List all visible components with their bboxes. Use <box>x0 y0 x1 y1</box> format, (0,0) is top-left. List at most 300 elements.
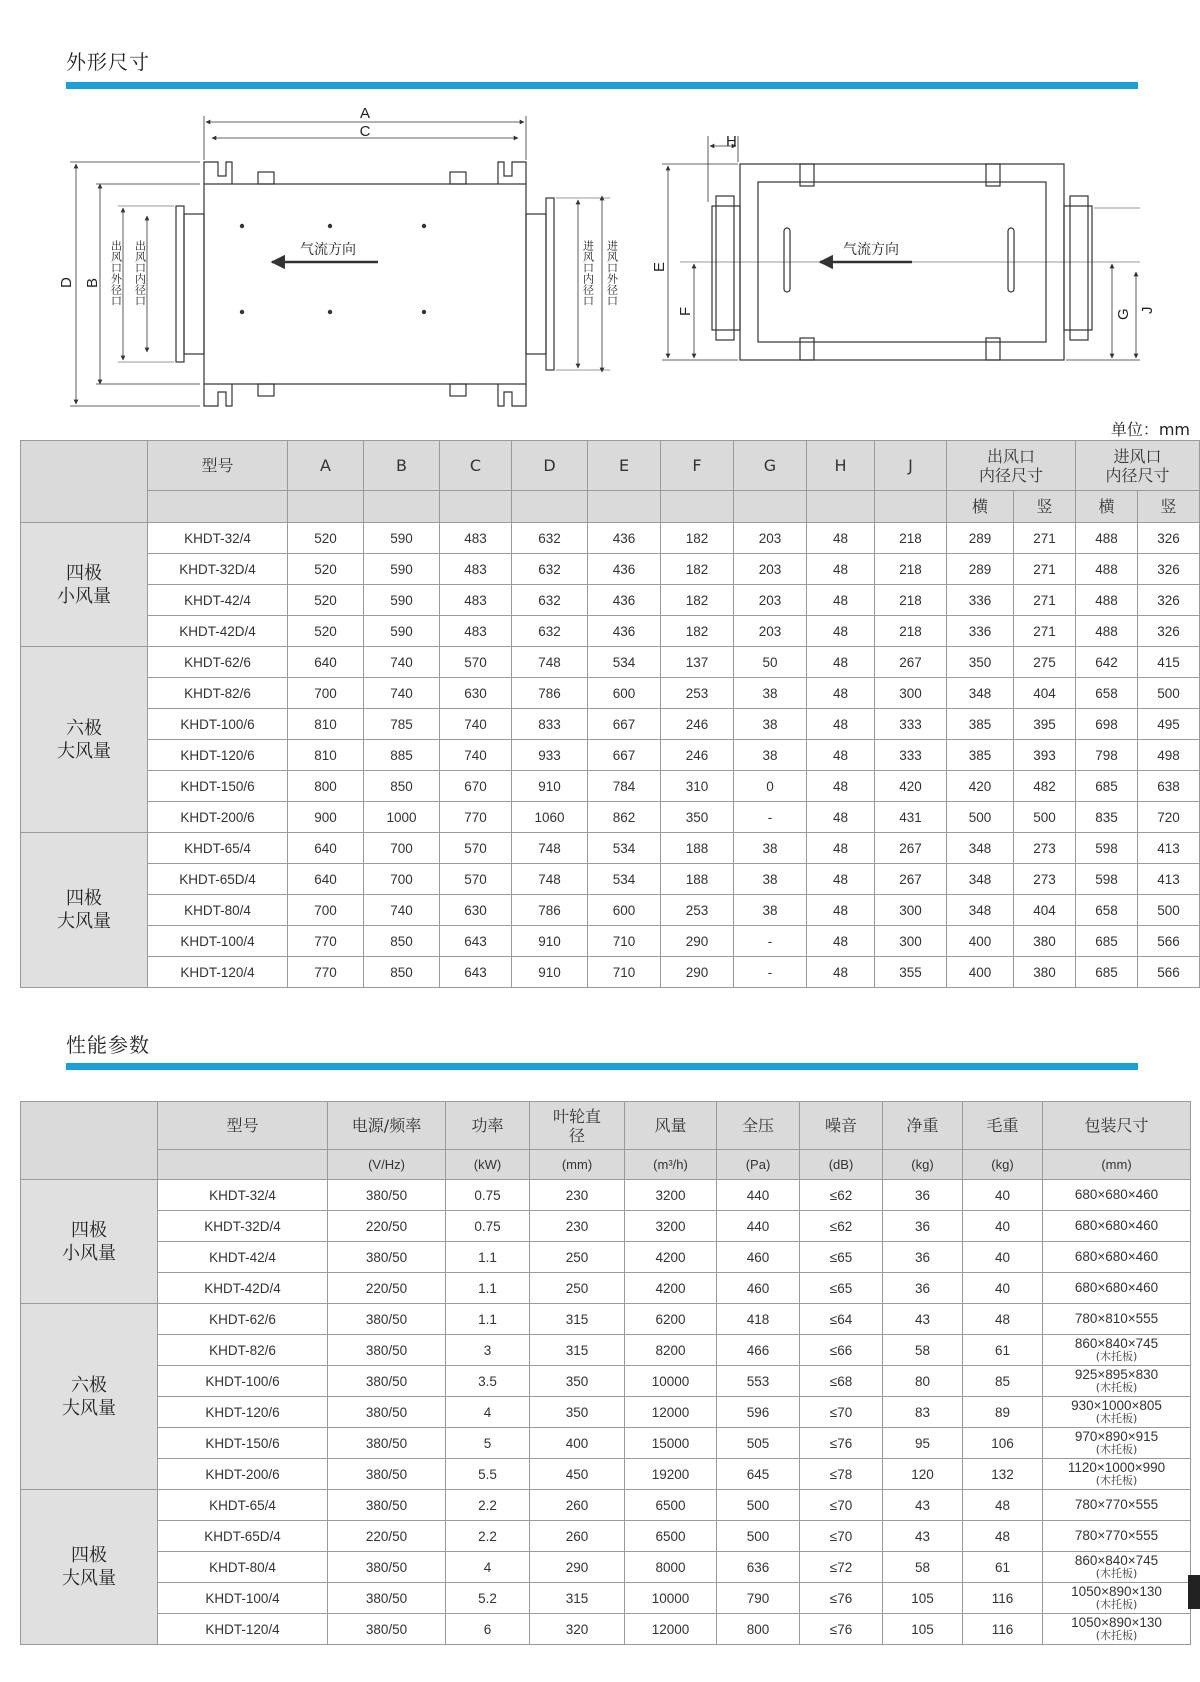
value-cell: 748 <box>512 647 588 678</box>
header-col-0: 电源/频率 <box>328 1102 446 1150</box>
value-cell: 420 <box>947 771 1014 802</box>
model-cell: KHDT-200/6 <box>148 802 288 833</box>
value-cell: 380 <box>1014 957 1076 988</box>
value-cell: 1.1 <box>446 1304 530 1335</box>
table-row <box>21 1180 1191 1211</box>
table-row <box>21 1552 1191 1583</box>
value-cell: 48 <box>807 895 875 926</box>
value-cell: 380/50 <box>328 1459 446 1490</box>
value-cell: 2.2 <box>446 1490 530 1521</box>
value-cell: 48 <box>807 647 875 678</box>
value-cell: 643 <box>440 957 512 988</box>
group-label <box>21 1304 158 1490</box>
value-cell: 413 <box>1138 833 1200 864</box>
model-cell: KHDT-32/4 <box>158 1180 328 1211</box>
model-cell: KHDT-100/6 <box>158 1366 328 1397</box>
model-cell: KHDT-82/6 <box>148 678 288 709</box>
value-cell: 203 <box>734 554 807 585</box>
value-cell: 380/50 <box>328 1397 446 1428</box>
model-cell: KHDT-120/6 <box>158 1397 328 1428</box>
value-cell: ≤72 <box>800 1552 883 1583</box>
value-cell: 570 <box>440 864 512 895</box>
model-cell: KHDT-32D/4 <box>158 1211 328 1242</box>
header-col-j: J <box>875 441 947 491</box>
value-cell: 105 <box>883 1614 963 1645</box>
group-label-line1: 六极 <box>71 1374 107 1396</box>
value-cell: 246 <box>661 740 734 771</box>
value-cell: ≤76 <box>800 1614 883 1645</box>
header-inlet <box>1076 441 1200 491</box>
value-cell: 218 <box>875 523 947 554</box>
dimension-diagram <box>0 100 1200 430</box>
value-cell: 5 <box>446 1428 530 1459</box>
dim-label-f: F <box>677 306 694 316</box>
value-cell: 380 <box>1014 926 1076 957</box>
value-cell: 380/50 <box>328 1304 446 1335</box>
value-cell: 630 <box>440 895 512 926</box>
value-cell: 740 <box>364 678 440 709</box>
value-cell: 500 <box>1138 895 1200 926</box>
value-cell: 38 <box>734 864 807 895</box>
value-cell: 290 <box>530 1552 625 1583</box>
value-cell: 700 <box>364 864 440 895</box>
value-cell: 253 <box>661 678 734 709</box>
header-col-h: H <box>807 441 875 491</box>
value-cell: 246 <box>661 709 734 740</box>
header-col-f: F <box>661 441 734 491</box>
value-cell: 48 <box>807 802 875 833</box>
table-row <box>21 523 1200 554</box>
table-row <box>21 554 1200 585</box>
value-cell: 116 <box>963 1583 1043 1614</box>
model-cell: KHDT-82/6 <box>158 1335 328 1366</box>
dim-label-c: C <box>359 123 371 140</box>
value-cell: 116 <box>963 1614 1043 1645</box>
value-cell: 505 <box>717 1428 800 1459</box>
table-row <box>21 864 1200 895</box>
subheader-horizontal: 横 <box>1076 491 1138 523</box>
value-cell: 290 <box>661 926 734 957</box>
value-cell: 40 <box>963 1242 1043 1273</box>
value-cell: 48 <box>807 771 875 802</box>
perf-units-row <box>21 1150 1191 1180</box>
dim-header-row <box>21 441 1200 491</box>
value-cell: 500 <box>1138 678 1200 709</box>
model-cell: KHDT-42/4 <box>158 1242 328 1273</box>
value-cell: 83 <box>883 1397 963 1428</box>
value-cell: 685 <box>1076 957 1138 988</box>
value-cell: ≤70 <box>800 1521 883 1552</box>
value-cell: 534 <box>588 833 661 864</box>
value-cell: 553 <box>717 1366 800 1397</box>
unit-cell: (V/Hz) <box>328 1150 446 1180</box>
value-cell: 910 <box>512 771 588 802</box>
value-cell: 600 <box>588 678 661 709</box>
header-col-6: 净重 <box>883 1102 963 1150</box>
table-row <box>21 1366 1191 1397</box>
value-cell: 910 <box>512 926 588 957</box>
outlet-outer-label: 出风口外径口 <box>109 240 123 306</box>
table-row <box>21 616 1200 647</box>
value-cell: 636 <box>717 1552 800 1583</box>
value-cell: 300 <box>875 926 947 957</box>
unit-cell: (m³/h) <box>625 1150 717 1180</box>
value-cell: 48 <box>807 709 875 740</box>
value-cell: 500 <box>1014 802 1076 833</box>
value-cell: 38 <box>734 833 807 864</box>
value-cell: 40 <box>963 1180 1043 1211</box>
value-cell: 590 <box>364 523 440 554</box>
group-label-line2: 小风量 <box>62 1242 116 1264</box>
package-note: (木托板) <box>1095 1381 1138 1394</box>
value-cell: 658 <box>1076 678 1138 709</box>
value-cell: 380/50 <box>328 1335 446 1366</box>
model-cell: KHDT-65/4 <box>148 833 288 864</box>
airflow-label-left: 气流方向 <box>300 242 356 258</box>
value-cell: 415 <box>1138 647 1200 678</box>
value-cell: ≤66 <box>800 1335 883 1366</box>
model-cell: KHDT-65/4 <box>158 1490 328 1521</box>
package-size-cell <box>1043 1397 1191 1428</box>
value-cell: 19200 <box>625 1459 717 1490</box>
section-divider-2 <box>66 1063 1138 1070</box>
unit-cell: (dB) <box>800 1150 883 1180</box>
value-cell: 320 <box>530 1614 625 1645</box>
model-cell: KHDT-65D/4 <box>158 1521 328 1552</box>
value-cell: - <box>734 957 807 988</box>
value-cell: 833 <box>512 709 588 740</box>
value-cell: 413 <box>1138 864 1200 895</box>
value-cell: 640 <box>288 833 364 864</box>
subheader-empty-cell <box>588 491 661 523</box>
package-size: 780×810×555 <box>1074 1311 1159 1326</box>
value-cell: 785 <box>364 709 440 740</box>
value-cell: 786 <box>512 678 588 709</box>
value-cell: 120 <box>883 1459 963 1490</box>
value-cell: 483 <box>440 616 512 647</box>
value-cell: 500 <box>717 1490 800 1521</box>
table-row <box>21 1459 1191 1490</box>
value-cell: 640 <box>288 864 364 895</box>
value-cell: 48 <box>807 554 875 585</box>
value-cell: 15000 <box>625 1428 717 1459</box>
value-cell: 350 <box>530 1397 625 1428</box>
value-cell: 6 <box>446 1614 530 1645</box>
group-label <box>21 1180 158 1304</box>
value-cell: 500 <box>947 802 1014 833</box>
table-row <box>21 1521 1191 1552</box>
value-cell: 700 <box>364 833 440 864</box>
table-row <box>21 647 1200 678</box>
value-cell: 350 <box>947 647 1014 678</box>
value-cell: 40 <box>963 1273 1043 1304</box>
value-cell: 80 <box>883 1366 963 1397</box>
value-cell: 685 <box>1076 926 1138 957</box>
value-cell: 520 <box>288 523 364 554</box>
value-cell: 8000 <box>625 1552 717 1583</box>
value-cell: 348 <box>947 895 1014 926</box>
header-group-cell <box>21 1102 158 1180</box>
header-col-3: 风量 <box>625 1102 717 1150</box>
value-cell: 95 <box>883 1428 963 1459</box>
value-cell: 230 <box>530 1180 625 1211</box>
value-cell: 632 <box>512 554 588 585</box>
subheader-empty-cell <box>148 491 288 523</box>
group-label-line1: 四极 <box>66 562 102 584</box>
package-size: 680×680×460 <box>1074 1218 1159 1233</box>
value-cell: 355 <box>875 957 947 988</box>
value-cell: ≤76 <box>800 1583 883 1614</box>
value-cell: 336 <box>947 616 1014 647</box>
dimension-table <box>20 440 1200 988</box>
value-cell: 36 <box>883 1242 963 1273</box>
value-cell: 310 <box>661 771 734 802</box>
value-cell: 348 <box>947 833 1014 864</box>
value-cell: 271 <box>1014 554 1076 585</box>
value-cell: 336 <box>947 585 1014 616</box>
value-cell: 632 <box>512 523 588 554</box>
value-cell: 400 <box>530 1428 625 1459</box>
value-cell: 5.2 <box>446 1583 530 1614</box>
inlet-outer-label: 进风口外径口 <box>605 240 619 306</box>
value-cell: 436 <box>588 554 661 585</box>
value-cell: 418 <box>717 1304 800 1335</box>
unit-cell: (mm) <box>530 1150 625 1180</box>
value-cell: 658 <box>1076 895 1138 926</box>
value-cell: 38 <box>734 678 807 709</box>
value-cell: 218 <box>875 585 947 616</box>
value-cell: 36 <box>883 1273 963 1304</box>
value-cell: 740 <box>440 740 512 771</box>
table-row <box>21 926 1200 957</box>
value-cell: ≤62 <box>800 1211 883 1242</box>
value-cell: 740 <box>440 709 512 740</box>
value-cell: 800 <box>717 1614 800 1645</box>
value-cell: 289 <box>947 554 1014 585</box>
package-size-cell <box>1043 1242 1191 1273</box>
package-size-cell <box>1043 1521 1191 1552</box>
subheader-empty-cell <box>364 491 440 523</box>
value-cell: 642 <box>1076 647 1138 678</box>
header-col-8: 包装尺寸 <box>1043 1102 1191 1150</box>
package-size: 680×680×460 <box>1074 1187 1159 1202</box>
value-cell: 420 <box>875 771 947 802</box>
value-cell: 598 <box>1076 864 1138 895</box>
unit-cell: (kW) <box>446 1150 530 1180</box>
value-cell: 260 <box>530 1490 625 1521</box>
subheader-empty-cell <box>288 491 364 523</box>
value-cell: 790 <box>717 1583 800 1614</box>
value-cell: 740 <box>364 647 440 678</box>
value-cell: 488 <box>1076 616 1138 647</box>
package-size: 860×840×745 <box>1074 1553 1159 1568</box>
value-cell: 105 <box>883 1583 963 1614</box>
value-cell: 132 <box>963 1459 1043 1490</box>
package-size: 1050×890×130 <box>1071 1584 1162 1599</box>
header-col-b: B <box>364 441 440 491</box>
value-cell: 48 <box>807 616 875 647</box>
value-cell: 8200 <box>625 1335 717 1366</box>
value-cell: 431 <box>875 802 947 833</box>
model-cell: KHDT-100/6 <box>148 709 288 740</box>
value-cell: 770 <box>440 802 512 833</box>
package-size: 1120×1000×990 <box>1067 1460 1166 1475</box>
value-cell: 333 <box>875 740 947 771</box>
value-cell: 632 <box>512 585 588 616</box>
value-cell: 436 <box>588 616 661 647</box>
value-cell: 520 <box>288 585 364 616</box>
table-row <box>21 585 1200 616</box>
value-cell: 326 <box>1138 585 1200 616</box>
group-label-line2: 大风量 <box>57 740 111 762</box>
package-size-cell <box>1043 1335 1191 1366</box>
model-cell: KHDT-120/6 <box>148 740 288 771</box>
group-label <box>21 833 148 988</box>
value-cell: 0.75 <box>446 1180 530 1211</box>
value-cell: 810 <box>288 740 364 771</box>
value-cell: 230 <box>530 1211 625 1242</box>
group-label-line2: 大风量 <box>57 911 111 932</box>
value-cell: 770 <box>288 957 364 988</box>
subheader-empty-cell <box>807 491 875 523</box>
subheader-vertical: 竖 <box>1014 491 1076 523</box>
value-cell: 632 <box>512 616 588 647</box>
package-size-cell <box>1043 1552 1191 1583</box>
value-cell: ≤70 <box>800 1397 883 1428</box>
value-cell: 182 <box>661 523 734 554</box>
package-size: 780×770×555 <box>1074 1497 1159 1512</box>
header-col-7: 毛重 <box>963 1102 1043 1150</box>
value-cell: 450 <box>530 1459 625 1490</box>
header-col-c: C <box>440 441 512 491</box>
table-row <box>21 1242 1191 1273</box>
value-cell: - <box>734 926 807 957</box>
model-cell: KHDT-42/4 <box>148 585 288 616</box>
value-cell: 43 <box>883 1304 963 1335</box>
value-cell: 48 <box>807 585 875 616</box>
value-cell: 250 <box>530 1242 625 1273</box>
value-cell: 48 <box>963 1521 1043 1552</box>
value-cell: 48 <box>963 1490 1043 1521</box>
value-cell: 393 <box>1014 740 1076 771</box>
dim-label-b: B <box>84 277 101 288</box>
group-label-line1: 六极 <box>66 717 102 739</box>
group-label <box>21 647 148 833</box>
value-cell: 380/50 <box>328 1366 446 1397</box>
value-cell: 483 <box>440 585 512 616</box>
package-note: (木托板) <box>1095 1443 1138 1456</box>
dim-label-e: E <box>651 261 668 272</box>
table-row <box>21 709 1200 740</box>
value-cell: ≤64 <box>800 1304 883 1335</box>
header-model: 型号 <box>158 1102 328 1150</box>
value-cell: 48 <box>807 678 875 709</box>
value-cell: 482 <box>1014 771 1076 802</box>
value-cell: 182 <box>661 554 734 585</box>
value-cell: 2.2 <box>446 1521 530 1552</box>
value-cell: 933 <box>512 740 588 771</box>
dim-label-j: J <box>1139 306 1156 314</box>
value-cell: 85 <box>963 1366 1043 1397</box>
value-cell: 1.1 <box>446 1242 530 1273</box>
value-cell: 800 <box>288 771 364 802</box>
value-cell: - <box>734 802 807 833</box>
model-cell: KHDT-120/4 <box>158 1614 328 1645</box>
value-cell: 267 <box>875 647 947 678</box>
header-col-5: 噪音 <box>800 1102 883 1150</box>
value-cell: 590 <box>364 616 440 647</box>
value-cell: 5.5 <box>446 1459 530 1490</box>
value-cell: 137 <box>661 647 734 678</box>
value-cell: 667 <box>588 740 661 771</box>
header-model: 型号 <box>148 441 288 491</box>
model-cell: KHDT-150/6 <box>148 771 288 802</box>
value-cell: 720 <box>1138 802 1200 833</box>
value-cell: 48 <box>807 926 875 957</box>
value-cell: 685 <box>1076 771 1138 802</box>
header-col-1: 功率 <box>446 1102 530 1150</box>
value-cell: 380/50 <box>328 1583 446 1614</box>
value-cell: 43 <box>883 1490 963 1521</box>
model-cell: KHDT-32D/4 <box>148 554 288 585</box>
value-cell: ≤65 <box>800 1242 883 1273</box>
subheader-empty-cell <box>734 491 807 523</box>
value-cell: 350 <box>530 1366 625 1397</box>
model-cell: KHDT-62/6 <box>158 1304 328 1335</box>
table-row <box>21 1397 1191 1428</box>
value-cell: 6500 <box>625 1521 717 1552</box>
header-outlet <box>947 441 1076 491</box>
table-row <box>21 957 1200 988</box>
model-cell: KHDT-80/4 <box>148 895 288 926</box>
package-size-cell <box>1043 1583 1191 1614</box>
package-size-cell <box>1043 1614 1191 1645</box>
group-label-line1: 四极 <box>71 1545 107 1566</box>
value-cell: 748 <box>512 864 588 895</box>
value-cell: 835 <box>1076 802 1138 833</box>
value-cell: 488 <box>1076 585 1138 616</box>
value-cell: 643 <box>440 926 512 957</box>
package-size: 860×840×745 <box>1074 1336 1159 1351</box>
value-cell: 271 <box>1014 616 1076 647</box>
dim-label-d: D <box>58 277 75 288</box>
value-cell: ≤65 <box>800 1273 883 1304</box>
value-cell: 645 <box>717 1459 800 1490</box>
table-row <box>21 1490 1191 1521</box>
value-cell: 1060 <box>512 802 588 833</box>
value-cell: 6500 <box>625 1490 717 1521</box>
value-cell: 333 <box>875 709 947 740</box>
model-cell: KHDT-42D/4 <box>148 616 288 647</box>
value-cell: 3.5 <box>446 1366 530 1397</box>
value-cell: 566 <box>1138 957 1200 988</box>
value-cell: 534 <box>588 864 661 895</box>
value-cell: 290 <box>661 957 734 988</box>
package-size-cell <box>1043 1180 1191 1211</box>
package-note: (木托板) <box>1095 1629 1138 1642</box>
unit-cell: (Pa) <box>717 1150 800 1180</box>
perf-header-row <box>21 1102 1191 1150</box>
value-cell: 38 <box>734 709 807 740</box>
value-cell: 182 <box>661 616 734 647</box>
package-size: 680×680×460 <box>1074 1249 1159 1264</box>
value-cell: 784 <box>588 771 661 802</box>
header-inlet-line2: 内径尺寸 <box>1105 465 1170 485</box>
value-cell: 48 <box>807 864 875 895</box>
dim-label-h: H <box>726 133 737 150</box>
package-note: (木托板) <box>1095 1567 1138 1580</box>
value-cell: 203 <box>734 585 807 616</box>
